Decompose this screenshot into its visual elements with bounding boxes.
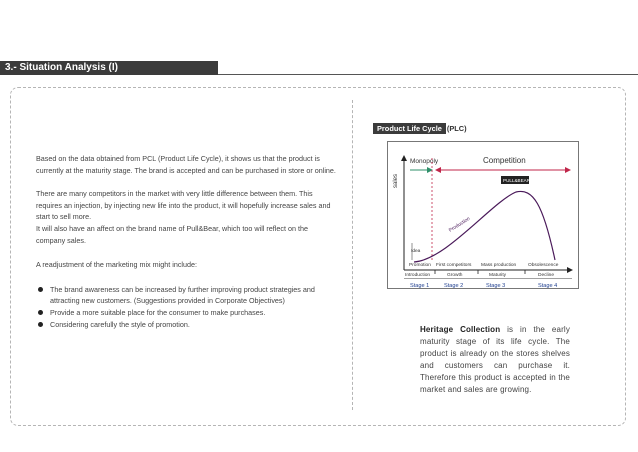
section-title: 3.- Situation Analysis (I) <box>5 62 118 73</box>
paragraph-competitors: There are many competitors in the market with very little difference between them. This requires an injection, by injecting new life into the product, it will hopefully increase sales and start to sell more. <box>36 189 331 222</box>
column-divider <box>352 100 353 410</box>
paragraph-brand-effect: It will also have an affect on the brand name of Pull&Bear, which too will reflect on the company sales. <box>36 223 308 245</box>
marketing-mix-list <box>36 284 336 330</box>
phase-label: Mass production <box>481 263 517 268</box>
list-item: Provide a more suitable place for the consumer to make purchases. <box>36 307 336 319</box>
bullet-icon <box>38 322 43 327</box>
period-label: Maturity <box>489 273 507 278</box>
phase-label: First competitors <box>436 263 472 268</box>
bullet-icon <box>38 287 43 292</box>
analysis-text <box>36 153 336 330</box>
stage-label: Stage 2 <box>444 283 464 289</box>
current-position-tag-label: PULL&BEAR <box>503 178 531 183</box>
y-axis-label: sales <box>393 173 399 188</box>
plc-diagram-svg <box>388 142 580 290</box>
plc-diagram <box>387 141 579 289</box>
heritage-collection-text: is in the early maturity stage of its life cycle. The product is already on the stores shelves and customers can purchase it. Therefore this product is accepted in the market and sales are growing. <box>420 325 570 394</box>
monopoly-label: Monopoly <box>410 158 439 165</box>
heritage-collection-description <box>420 324 570 396</box>
plc-heading <box>373 124 467 133</box>
phase-label: Obsolescence <box>528 263 559 268</box>
list-item: The brand awareness can be increased by further improving product strategies and attracting new customers. (Suggestions provided in Corporate Objectives) <box>36 284 336 307</box>
plc-heading-suffix: (PLC) <box>446 124 467 133</box>
stage-label: Stage 3 <box>486 283 506 289</box>
section-title-bar <box>0 61 218 75</box>
sales-curve <box>414 191 555 262</box>
competition-label: Competition <box>483 156 526 165</box>
stage-label: Stage 1 <box>410 283 430 289</box>
heritage-collection-name: Heritage Collection <box>420 325 501 334</box>
list-item: Considering carefully the style of promotion. <box>36 319 336 331</box>
paragraph-plc-summary: Based on the data obtained from PCL (Product Life Cycle), it shows us that the product is currently at the maturity stage. The brand is accepted and can be purchased in store or online. <box>36 154 336 175</box>
period-label: Growth <box>447 273 463 278</box>
stage-label: Stage 4 <box>538 283 558 289</box>
title-underline <box>218 74 638 75</box>
paragraph-readjustment: A readjustment of the marketing mix might include: <box>36 260 197 270</box>
period-label: Decline <box>538 273 554 278</box>
phase-label: Promotion <box>409 263 431 268</box>
plc-heading-label: Product Life Cycle <box>373 123 446 134</box>
bullet-icon <box>38 310 43 315</box>
idea-label: Idea <box>411 249 421 254</box>
curve-label: Production <box>447 215 472 234</box>
period-label: Introduction <box>405 273 431 278</box>
